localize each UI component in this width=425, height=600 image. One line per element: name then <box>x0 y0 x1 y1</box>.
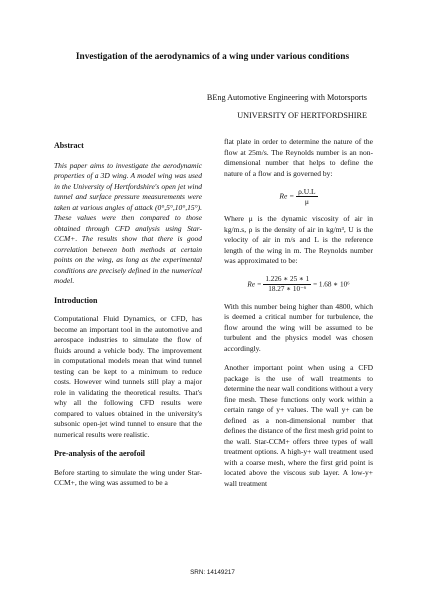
variables-paragraph: Where μ is the dynamic viscosity of air in kg/m.s, ρ is the density of air in kg/m³, U is the velocity of air in m/s and L is the reference length of the wing in m. The Reynolds number was approximated to be: <box>224 214 373 265</box>
reynolds-fraction <box>296 187 318 206</box>
preanalysis-heading: Pre-analysis of the aerofoil <box>54 449 146 458</box>
reynolds-value-numerator: 1.226 ∗ 25 ∗ 1 <box>265 274 310 283</box>
reynolds-value-lhs: Re = <box>247 279 262 288</box>
paper-title: Investigation of the aerodynamics of a wing under various conditions <box>75 52 350 62</box>
reynolds-equation <box>224 187 373 206</box>
introduction-heading: Introduction <box>54 295 98 305</box>
degree-line: BEng Automotive Engineering with Motorsports <box>206 93 367 102</box>
university-line: UNIVERSITY OF HERTFORDSHIRE <box>237 111 367 120</box>
left-column <box>54 137 202 489</box>
reynolds-value-equation <box>224 275 373 294</box>
right-column <box>224 137 373 489</box>
introduction-body: Computational Fluid Dynamics, or CFD, has become an important tool in the automotive and aerospace industries to simulate the flow of fluids around a vehicle body. The improvement in computational models mean that wind tunnel testing can be kept to a minimum to reduce costs. However wind tunnels still play a major role in validating the theoretical results. That's why all the following CFD results were compared to values obtained in the university's subsonic open-jet wind tunnel to ensure that the numerical results were realistic. <box>54 314 202 439</box>
wall-treatment-paragraph: Another important point when using a CFD package is the use of wall treatments to determine the near wall conditions without a very fine mesh. These functions only work within a certain range of y+ values. The wall y+ can be defined as a non-dimensional number that defines the distance of the first mesh grid point to the wall. Star-CCM+ offers three types of wall treatment options. A high-y+ wall treatment used with a coarse mesh, where the first grid point is located above the viscous sub layer. A low-y+ wall treatment <box>224 363 373 488</box>
abstract-heading: Abstract <box>54 141 84 150</box>
preanalysis-body: Before starting to simulate the wing under Star-CCM+, the wing was assumed to be a <box>54 467 202 487</box>
reynolds-equation-lhs: Re = <box>279 191 295 201</box>
reynolds-numerator: ρ.U.L <box>298 187 316 196</box>
flat-plate-paragraph: flat plate in order to determine the nature of the flow at 25m/s. The Reynolds number is an non-dimensional number that helps to define the nature of a flow and is governed by: <box>224 137 373 178</box>
turbulence-paragraph: With this number being higher than 4800, which is deemed a critical number for turbulence, the flow around the wing will be assumed to be turbulent and the physics model was chosen accordingly. <box>224 301 373 353</box>
reynolds-value-fraction <box>263 275 311 294</box>
reynolds-value-denominator: 18.27 ∗ 10⁻⁶ <box>268 284 307 293</box>
reynolds-denominator: μ <box>304 197 309 206</box>
abstract-body: This paper aims to investigate the aerodynamic properties of a 3D wing. A model wing was used in the University of Hertfordshire's open jet wind tunnel and surface pressure measurements were taken at various angles of attack (0°,5°,10°,15°). These values were then compared to those obtained through CFD analysis using Star-CCM+. The results show that there is good correlation between both methods at certain points on the wing, as long as the experimental conditions are precisely defined in the numerical model. <box>54 160 202 285</box>
srn-footer: SRN: 14149217 <box>190 569 235 576</box>
reynolds-value-result: = 1.68 ∗ 10⁶ <box>313 279 350 288</box>
